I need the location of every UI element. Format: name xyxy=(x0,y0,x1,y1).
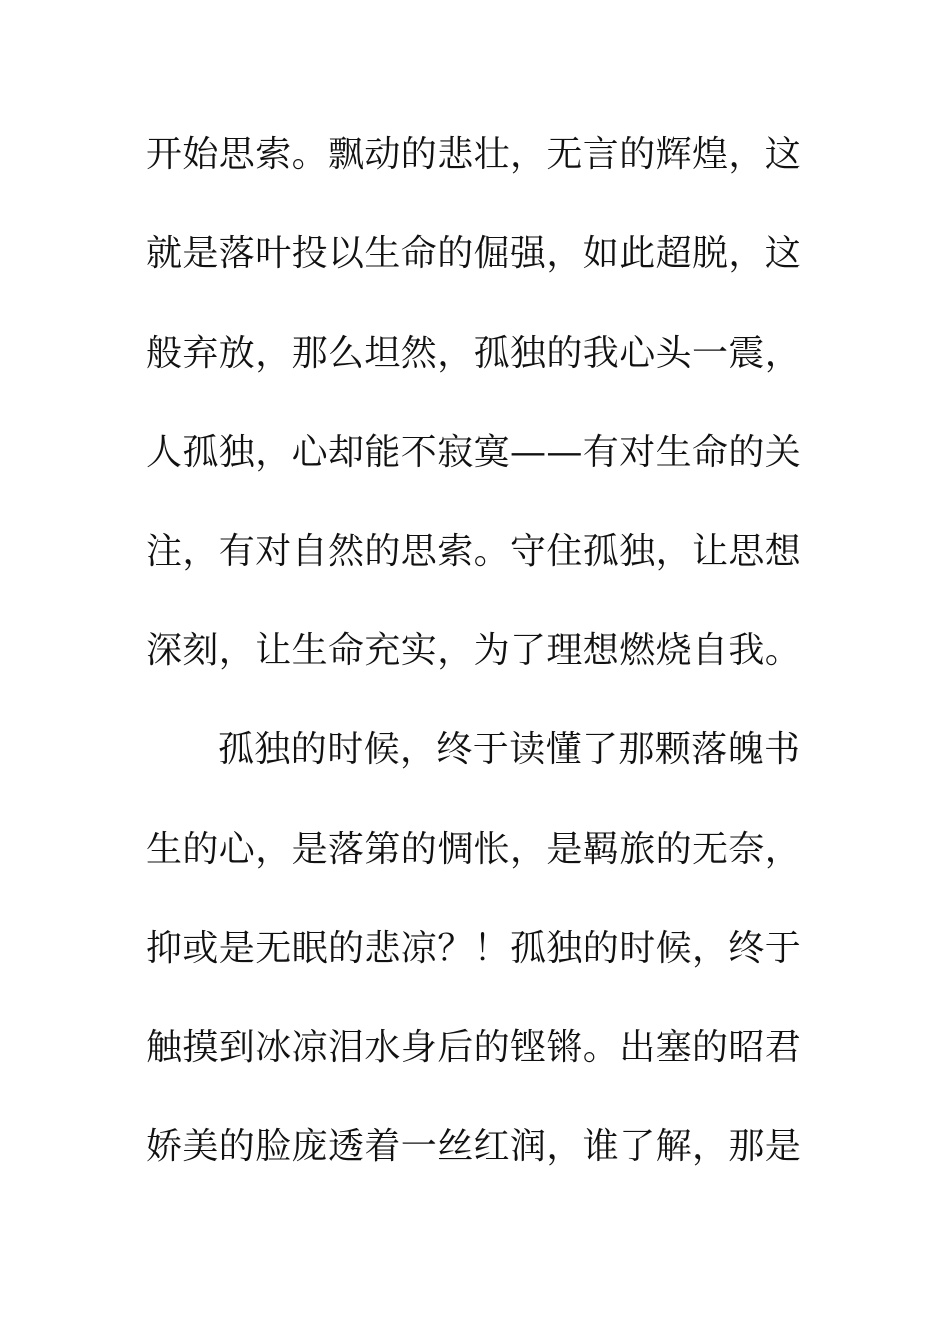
text-line: 深刻，让生命充实，为了理想燃烧自我。 xyxy=(146,630,802,671)
text-line: 般弃放，那么坦然，孤独的我心头一震， xyxy=(146,333,802,374)
text-line: 娇美的脸庞透着一丝红润，谁了解，那是 xyxy=(146,1126,802,1167)
text-line: 抑或是无眠的悲凉？！孤独的时候，终于 xyxy=(146,928,802,969)
paragraph-first-line: 孤独的时候，终于读懂了那颗落魄书 xyxy=(218,729,801,770)
text-line: 人孤独，心却能不寂寞——有对生命的关 xyxy=(146,432,802,473)
text-line: 触摸到冰凉泪水身后的铿锵。出塞的昭君 xyxy=(146,1027,802,1068)
text-line: 注，有对自然的思索。守住孤独，让思想 xyxy=(146,531,802,572)
text-line: 生的心，是落第的惆怅，是羁旅的无奈， xyxy=(146,829,802,870)
text-line: 开始思索。飘动的悲壮，无言的辉煌，这 xyxy=(146,134,802,175)
text-line: 就是落叶投以生命的倔强，如此超脱，这 xyxy=(146,233,802,274)
